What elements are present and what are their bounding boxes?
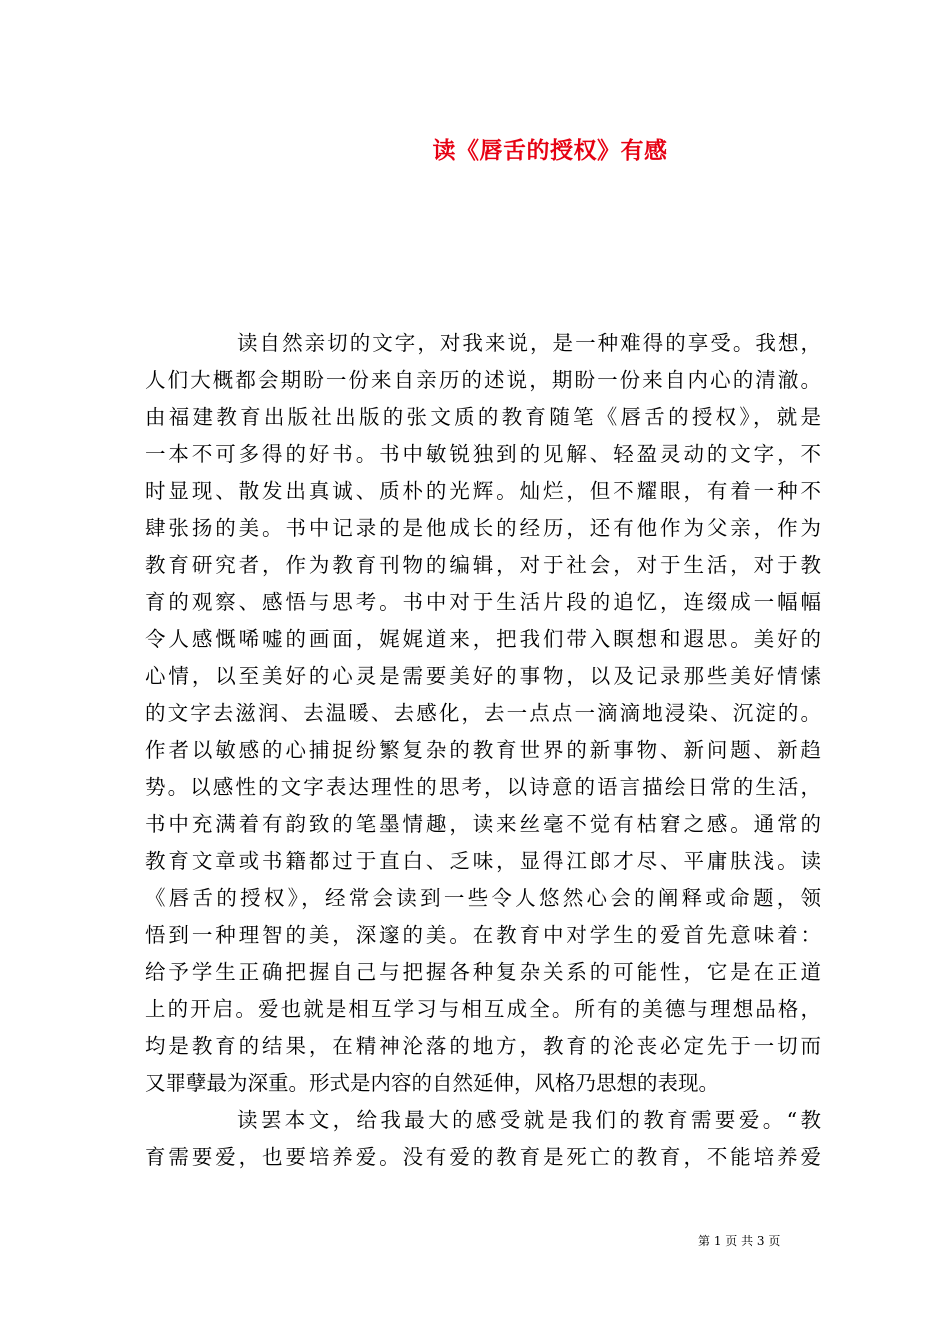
text-line: 上的开启。爱也就是相互学习与相互成全。所有的美德与理想品格，	[145, 997, 821, 1021]
text-line: 肆张扬的美。书中记录的是他成长的经历，还有他作为父亲，作为	[145, 516, 821, 540]
text-line: 教育文章或书籍都过于直白、乏味，显得江郎才尽、平庸肤浅。读	[145, 849, 821, 873]
text-line: 势。以感性的文字表达理性的思考，以诗意的语言描绘日常的生活，	[145, 775, 821, 799]
text-line: 读罢本文，给我最大的感受就是我们的教育需要爱。“教	[237, 1108, 821, 1132]
text-line: 心情，以至美好的心灵是需要美好的事物，以及记录那些美好情愫	[145, 664, 821, 688]
text-line: 悟到一种理智的美，深邃的美。在教育中对学生的爱首先意味着：	[145, 923, 821, 947]
text-line: 的文字去滋润、去温暖、去感化，去一点点一滴滴地浸染、沉淀的。	[145, 701, 821, 725]
text-line: 人们大概都会期盼一份来自亲历的述说，期盼一份来自内心的清澈。	[145, 368, 821, 392]
page-number: 第 1 页 共 3 页	[698, 1234, 781, 1248]
text-line: 读自然亲切的文字，对我来说，是一种难得的享受。我想，	[237, 331, 821, 355]
text-line: 给予学生正确把握自己与把握各种复杂关系的可能性，它是在正道	[145, 960, 821, 984]
text-line: 育需要爱，也要培养爱。没有爱的教育是死亡的教育，不能培养爱	[145, 1145, 821, 1169]
page-title: 读《唇舌的授权》有感	[432, 137, 668, 164]
text-line: 作者以敏感的心捕捉纷繁复杂的教育世界的新事物、新问题、新趋	[145, 738, 821, 762]
text-line: 《唇舌的授权》，经常会读到一些令人悠然心会的阐释或命题，领	[145, 886, 821, 910]
text-line: 育的观察、感悟与思考。书中对于生活片段的追忆，连缀成一幅幅	[145, 590, 821, 614]
text-line: 又罪孽最为深重。形式是内容的自然延伸，风格乃思想的表现。	[145, 1071, 719, 1095]
text-line: 由福建教育出版社出版的张文质的教育随笔《唇舌的授权》，就是	[145, 405, 821, 429]
text-line: 均是教育的结果，在精神沦落的地方，教育的沦丧必定先于一切而	[145, 1034, 821, 1058]
text-line: 一本不可多得的好书。书中敏锐独到的见解、轻盈灵动的文字，不	[145, 442, 821, 466]
text-line: 令人感慨唏嘘的画面，娓娓道来，把我们带入瞑想和遐思。美好的	[145, 627, 821, 651]
text-line: 教育研究者，作为教育刊物的编辑，对于社会，对于生活，对于教	[145, 553, 821, 577]
article-body	[145, 325, 821, 1176]
text-line: 时显现、散发出真诚、质朴的光辉。灿烂，但不耀眼，有着一种不	[145, 479, 821, 503]
text-line: 书中充满着有韵致的笔墨情趣，读来丝毫不觉有枯窘之感。通常的	[145, 812, 821, 836]
